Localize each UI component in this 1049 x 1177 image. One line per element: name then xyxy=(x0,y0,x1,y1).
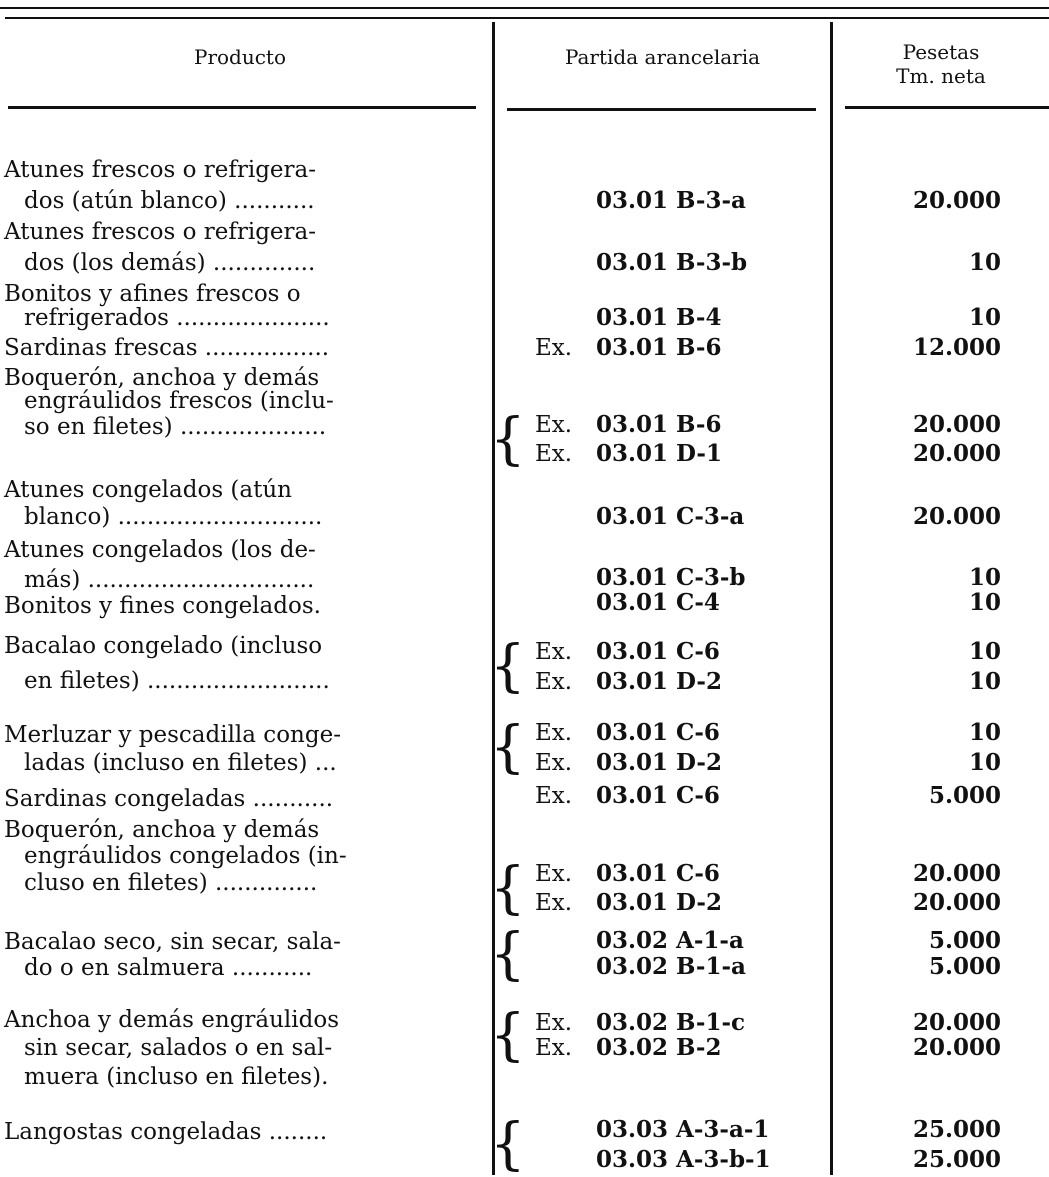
product-line: Anchoa y demás engráulidos xyxy=(4,1007,340,1033)
tariff-code: 03.01 B-6 xyxy=(596,411,722,438)
tariff-code: 03.01 D-1 xyxy=(596,440,722,467)
brace-icon: { xyxy=(490,856,526,921)
pesetas-value: 20.000 xyxy=(912,889,1001,916)
pesetas-value: 10 xyxy=(968,304,1001,331)
tariff-code: 03.01 D-2 xyxy=(596,889,722,916)
tariff-code: 03.02 B-2 xyxy=(596,1034,722,1061)
header-pesetas-2: Tm. neta xyxy=(896,64,986,88)
pesetas-value: 20.000 xyxy=(912,411,1001,438)
tariff-code: 03.01 C-6 xyxy=(596,782,720,809)
brace-icon: { xyxy=(490,922,526,987)
product-line: ladas (incluso en filetes) ... xyxy=(24,750,337,776)
pesetas-value: 20.000 xyxy=(912,860,1001,887)
tariff-code: 03.01 D-2 xyxy=(596,749,722,776)
tariff-code: 03.01 C-3-a xyxy=(596,503,745,530)
product-line: sin secar, salados o en sal- xyxy=(24,1035,333,1061)
tariff-code: 03.01 B-3-b xyxy=(596,249,748,276)
tariff-code: 03.01 B-3-a xyxy=(596,187,746,214)
tariff-code: 03.01 B-6 xyxy=(596,334,722,361)
tariff-prefix: Ex. xyxy=(535,669,573,695)
tariff-prefix: Ex. xyxy=(535,639,573,665)
header-underline-partida xyxy=(507,108,816,111)
tariff-code: 03.02 B-1-a xyxy=(596,953,746,980)
product-line: dos (los demás) .............. xyxy=(24,250,316,276)
tariff-code: 03.03 A-3-b-1 xyxy=(596,1146,771,1173)
tariff-code: 03.02 A-1-a xyxy=(596,927,744,954)
pesetas-value: 5.000 xyxy=(928,927,1001,954)
top-rule xyxy=(0,7,1049,9)
product-line: so en filetes) .................... xyxy=(24,414,327,440)
product-line: Bacalao seco, sin secar, sala- xyxy=(4,929,341,955)
pesetas-value: 25.000 xyxy=(912,1146,1001,1173)
tariff-prefix: Ex. xyxy=(535,750,573,776)
tariff-prefix: Ex. xyxy=(535,861,573,887)
tariff-prefix: Ex. xyxy=(535,1010,573,1036)
product-line: Sardinas congeladas ........... xyxy=(4,786,334,812)
pesetas-value: 5.000 xyxy=(928,953,1001,980)
product-line: Atunes frescos o refrigera- xyxy=(4,219,317,245)
product-line: dos (atún blanco) ........... xyxy=(24,188,315,214)
tariff-code: 03.01 B-4 xyxy=(596,304,722,331)
product-line: blanco) ............................ xyxy=(24,504,323,530)
tariff-prefix: Ex. xyxy=(535,335,573,361)
product-line: Atunes congelados (atún xyxy=(4,477,292,503)
brace-icon: { xyxy=(490,1003,526,1068)
pesetas-value: 20.000 xyxy=(912,1034,1001,1061)
product-line: Bonitos y afines frescos o xyxy=(4,281,301,307)
tariff-prefix: Ex. xyxy=(535,720,573,746)
pesetas-value: 25.000 xyxy=(912,1116,1001,1143)
tariff-code: 03.03 A-3-a-1 xyxy=(596,1116,770,1143)
header-partida: Partida arancelaria xyxy=(564,45,761,69)
pesetas-value: 20.000 xyxy=(912,1009,1001,1036)
product-line: engráulidos frescos (inclu- xyxy=(24,388,334,414)
product-line: Sardinas frescas ................. xyxy=(4,335,330,361)
pesetas-value: 12.000 xyxy=(912,334,1001,361)
product-line: Bacalao congelado (incluso xyxy=(4,633,323,659)
header-underline-pesetas xyxy=(845,106,1049,109)
pesetas-value: 10 xyxy=(968,719,1001,746)
header-underline-producto xyxy=(8,106,476,109)
tariff-prefix: Ex. xyxy=(535,1035,573,1061)
product-line: Atunes frescos o refrigera- xyxy=(4,157,317,183)
product-line: muera (incluso en filetes). xyxy=(24,1064,329,1090)
pesetas-value: 10 xyxy=(968,668,1001,695)
tariff-prefix: Ex. xyxy=(535,441,573,467)
pesetas-value: 5.000 xyxy=(928,782,1001,809)
product-line: Bonitos y fines congelados. xyxy=(4,593,321,619)
pesetas-value: 10 xyxy=(968,749,1001,776)
product-line: Merluzar y pescadilla conge- xyxy=(4,722,341,748)
header-producto: Producto xyxy=(193,45,287,69)
pesetas-value: 10 xyxy=(968,564,1001,591)
tariff-prefix: Ex. xyxy=(535,783,573,809)
pesetas-value: 20.000 xyxy=(912,440,1001,467)
pesetas-value: 10 xyxy=(968,638,1001,665)
tariff-prefix: Ex. xyxy=(535,890,573,916)
product-line: más) ............................... xyxy=(24,567,315,593)
column-divider-2 xyxy=(830,22,833,1175)
product-line: Langostas congeladas ........ xyxy=(4,1119,328,1145)
brace-icon: { xyxy=(490,715,526,780)
tariff-code: 03.01 C-3-b xyxy=(596,564,746,591)
product-line: refrigerados ..................... xyxy=(24,305,330,331)
product-line: en filetes) ......................... xyxy=(24,668,330,694)
product-line: cluso en filetes) .............. xyxy=(24,870,318,896)
product-line: Boquerón, anchoa y demás xyxy=(4,365,320,391)
tariff-code: 03.01 C-6 xyxy=(596,638,720,665)
header-pesetas-1: Pesetas xyxy=(902,40,980,64)
pesetas-value: 20.000 xyxy=(912,503,1001,530)
tariff-code: 03.01 C-6 xyxy=(596,860,720,887)
brace-icon: { xyxy=(490,407,526,472)
product-line: Atunes congelados (los de- xyxy=(4,537,316,563)
product-line: engráulidos congelados (in- xyxy=(24,843,347,869)
tariff-code: 03.01 C-4 xyxy=(596,589,720,616)
pesetas-value: 20.000 xyxy=(912,187,1001,214)
product-line: Boquerón, anchoa y demás xyxy=(4,817,320,843)
product-line: do o en salmuera ........... xyxy=(24,955,313,981)
top-rule-2 xyxy=(5,17,1049,19)
brace-icon: { xyxy=(490,1112,526,1177)
brace-icon: { xyxy=(490,634,526,699)
tariff-code: 03.01 C-6 xyxy=(596,719,720,746)
tariff-prefix: Ex. xyxy=(535,412,573,438)
tariff-code: 03.01 D-2 xyxy=(596,668,722,695)
pesetas-value: 10 xyxy=(968,589,1001,616)
tariff-code: 03.02 B-1-c xyxy=(596,1009,745,1036)
pesetas-value: 10 xyxy=(968,249,1001,276)
